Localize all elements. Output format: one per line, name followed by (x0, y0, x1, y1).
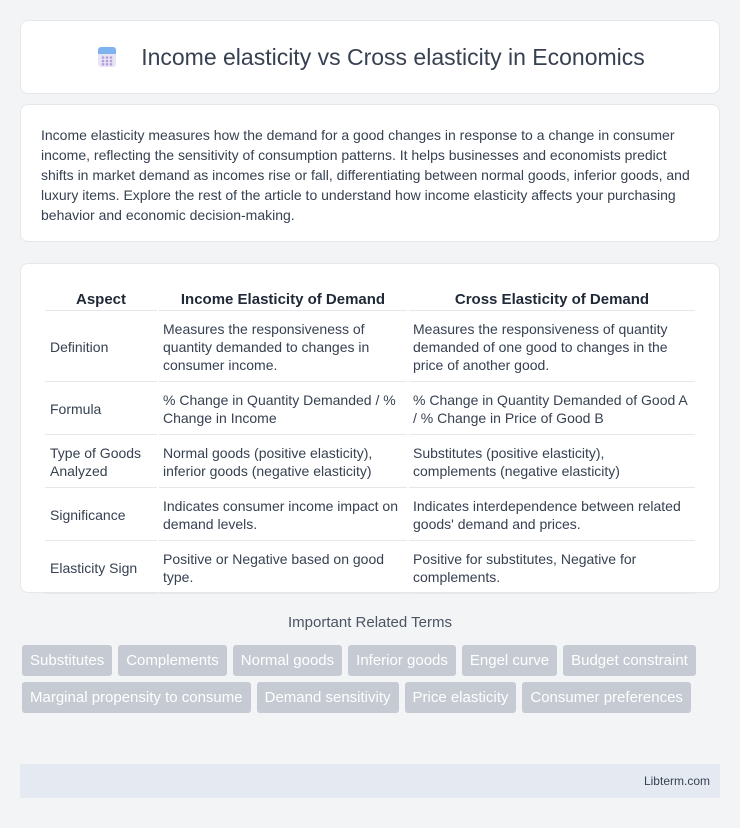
table-row (45, 384, 695, 435)
related-terms-list (22, 645, 722, 719)
tag-price-elasticity[interactable]: Price elasticity (405, 682, 517, 713)
intro-card (20, 104, 720, 242)
table-cell: % Change in Quantity Demanded of Good A / % Change in Price of Good B (409, 384, 695, 435)
tag-inferior-goods[interactable]: Inferior goods (348, 645, 456, 676)
tag-demand-sensitivity[interactable]: Demand sensitivity (257, 682, 399, 713)
intro-text: Income elasticity measures how the demand for a good changes in response to a change in consumer income, reflecting the sensitivity of consumption patterns. It helps businesses and economists predict shifts in market demand as incomes rise or fall, differentiating between normal goods, inferior goods, and luxury items. Explore the rest of the article to understand how income elasticity affects your purchasing behavior and economic decision-making. (41, 127, 690, 223)
related-terms-title: Important Related Terms (288, 614, 452, 631)
column-header: Cross Elasticity of Demand (409, 286, 695, 311)
comparison-table-card (20, 263, 720, 593)
tag-substitutes[interactable]: Substitutes (22, 645, 112, 676)
table-cell: Positive or Negative based on good type. (159, 543, 407, 594)
table-header-row (45, 286, 695, 311)
comparison-table (43, 284, 697, 596)
footer (20, 764, 720, 798)
footer-site-link[interactable]: Libterm.com (643, 774, 710, 788)
table-cell: Formula (45, 384, 157, 435)
calculator-icon (95, 45, 119, 69)
table-row (45, 437, 695, 488)
table-cell: Elasticity Sign (45, 543, 157, 594)
table-cell: % Change in Quantity Demanded / % Change in Income (159, 384, 407, 435)
table-cell: Normal goods (positive elasticity), inferior goods (negative elasticity) (159, 437, 407, 488)
column-header: Income Elasticity of Demand (159, 286, 407, 311)
tag-engel-curve[interactable]: Engel curve (462, 645, 557, 676)
table-cell: Measures the responsiveness of quantity demanded to changes in consumer income. (159, 313, 407, 382)
table-cell: Measures the responsiveness of quantity demanded of one good to changes in the price of another good. (409, 313, 695, 382)
tag-budget-constraint[interactable]: Budget constraint (563, 645, 696, 676)
table-row (45, 543, 695, 594)
tag-normal-goods[interactable]: Normal goods (233, 645, 342, 676)
table-row (45, 490, 695, 541)
tag-consumer-preferences[interactable]: Consumer preferences (522, 682, 691, 713)
table-cell: Positive for substitutes, Negative for complements. (409, 543, 695, 594)
column-header: Aspect (45, 286, 157, 311)
table-cell: Type of Goods Analyzed (45, 437, 157, 488)
table-cell: Indicates consumer income impact on demand levels. (159, 490, 407, 541)
table-row (45, 313, 695, 382)
table-cell: Substitutes (positive elasticity), complements (negative elasticity) (409, 437, 695, 488)
header-card (20, 20, 720, 94)
table-cell: Definition (45, 313, 157, 382)
table-cell: Indicates interdependence between related goods' demand and prices. (409, 490, 695, 541)
table-cell: Significance (45, 490, 157, 541)
tag-marginal-propensity[interactable]: Marginal propensity to consume (22, 682, 251, 713)
tag-complements[interactable]: Complements (118, 645, 227, 676)
page-title: Income elasticity vs Cross elasticity in Economics (141, 43, 645, 70)
